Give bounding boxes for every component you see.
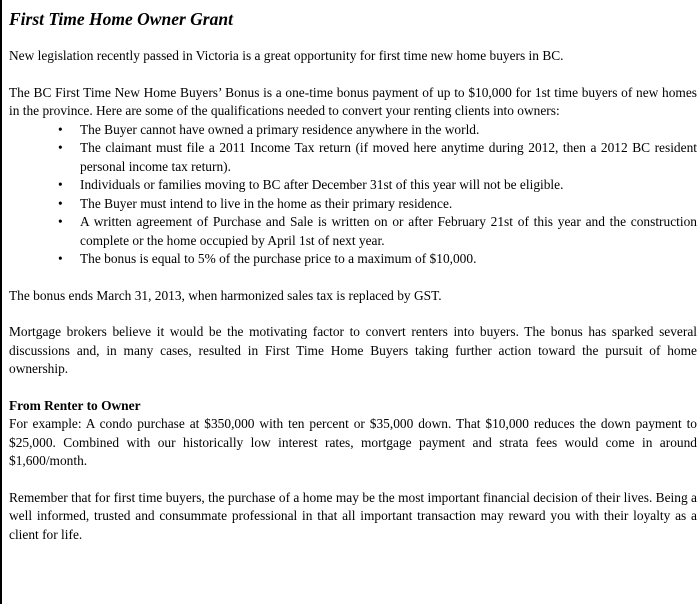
document-body	[9, 8, 697, 562]
list-item: • The bonus is equal to 5% of the purchase price to a maximum of $10,000.	[80, 250, 697, 269]
intro-paragraph: New legislation recently passed in Victoria is a great opportunity for first time new home buyers in BC.	[9, 48, 564, 63]
section-heading: From Renter to Owner	[9, 397, 141, 413]
example-section	[9, 397, 697, 471]
bonus-end-paragraph: The bonus ends March 31, 2013, when harmonized sales tax is replaced by GST.	[9, 287, 442, 303]
list-item: • Individuals or families moving to BC after December 31st of this year will not be eligible.	[80, 176, 697, 195]
brokers-paragraph: Mortgage brokers believe it would be the motivating factor to convert renters into buyers. The bonus has sparked several discussions and, in many cases, resulted in First Time Home Buyers taking further action toward the pursuit of home ownership.	[9, 324, 697, 376]
document-title: First Time Home Owner Grant	[9, 9, 233, 29]
example-paragraph: For example: A condo purchase at $350,000 with ten percent or $35,000 down. That $10,000 reduces the down payment to $25,000. Combined with our historically low interest rates, mortgage payment and strata fees would come in around $1,600/month.	[9, 416, 697, 468]
bonus-paragraph: The BC First Time New Home Buyers’ Bonus is a one-time bonus payment of up to $10,000 for 1st time buyers of new homes in the province. Here are some of the qualifications needed to convert your renting clients into owners:	[9, 84, 697, 118]
qualifications-list	[9, 121, 697, 269]
closing-paragraph: Remember that for first time buyers, the purchase of a home may be the most important financial decision of their lives. Being a well informed, trusted and consummate professional in that all important transaction may reward you with their loyalty as a client for life.	[9, 489, 697, 542]
list-item: • The Buyer must intend to live in the home as their primary residence.	[80, 195, 697, 214]
list-item: • The Buyer cannot have owned a primary residence anywhere in the world.	[80, 121, 697, 140]
list-item: • The claimant must file a 2011 Income Tax return (if moved here anytime during 2012, then a 2012 BC resident personal income tax return).	[80, 139, 697, 176]
list-item: • A written agreement of Purchase and Sale is written on or after February 21st of this year and the construction complete or the home occupied by April 1st of next year.	[80, 213, 697, 250]
left-border-rule	[0, 0, 2, 604]
